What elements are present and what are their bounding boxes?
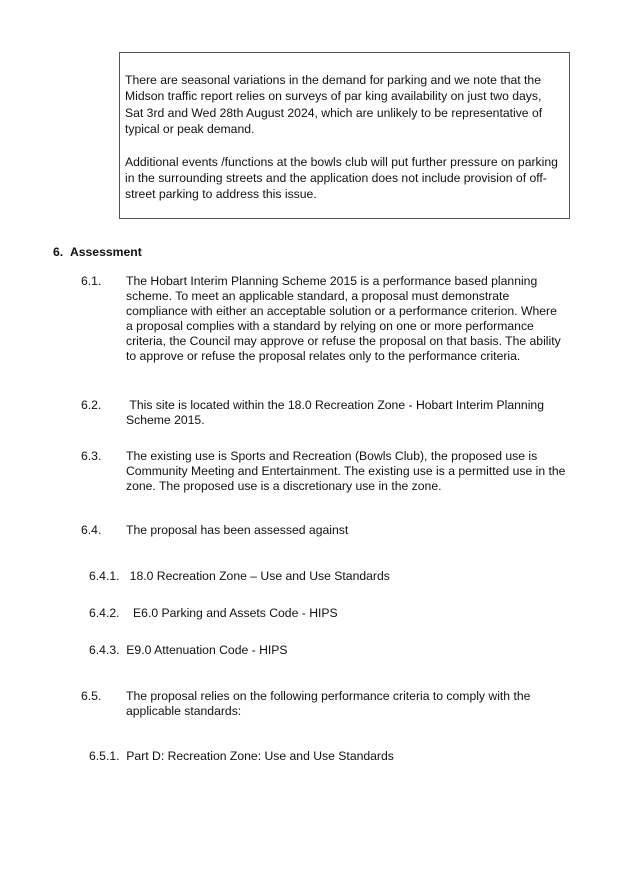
sub-item-text: E6.0 Parking and Assets Code - HIPS <box>133 606 338 620</box>
item-text: The proposal has been assessed against <box>126 523 349 537</box>
sub-item-text: 18.0 Recreation Zone – Use and Use Standards <box>129 569 390 583</box>
item-text: This site is located within the 18.0 Recreation Zone - Hobart Interim Planning Scheme 2015. <box>126 398 548 427</box>
item-number: 6.2. <box>81 398 102 412</box>
sub-item-number: 6.4.2. <box>89 606 120 620</box>
sub-item-text: E9.0 Attenuation Code - HIPS <box>126 643 288 657</box>
sub-item <box>89 643 288 658</box>
box-paragraph: There are seasonal variations in the demand for parking and we note that the Midson traffic report relies on surveys of par king availability on just two days, Sat 3rd and Wed 28th August 2024, which are unlikely to be representative of typical or peak demand. <box>125 73 543 137</box>
item-number: 6.4. <box>81 523 102 537</box>
sub-item <box>89 606 338 621</box>
section-title: Assessment <box>69 245 142 259</box>
item-number: 6.5. <box>81 689 102 703</box>
item-text: The proposal relies on the following performance criteria to comply with the applicable standards: <box>126 689 531 718</box>
item-number: 6.1. <box>81 274 102 288</box>
quoted-submission-box <box>119 52 570 219</box>
sub-item <box>89 569 390 584</box>
sub-item-number: 6.4.1. <box>89 569 120 583</box>
sub-item <box>89 749 394 764</box>
item-text: The existing use is Sports and Recreation (Bowls Club), the proposed use is Community Meeting and Entertainment. The existing use is a permitted use in the zone. The proposed use is a discretionary use in the zone. <box>126 449 566 493</box>
sub-item-number: 6.5.1. <box>89 749 120 763</box>
sub-item-text: Part D: Recreation Zone: Use and Use Standards <box>126 749 394 763</box>
box-paragraph: Additional events /functions at the bowls club will put further pressure on parking in the surrounding streets and the application does not include provision of off-street parking to address this issue. <box>125 154 558 202</box>
item-text: The Hobart Interim Planning Scheme 2015 is a performance based planning scheme. To meet an applicable standard, a proposal must demonstrate compliance with either an acceptable solution or a performance criterion. Where a proposal complies with a standard by relying on one or more performance criteria, the Council may approve or refuse the proposal on that basis. The ability to approve or refuse the proposal relates only to the performance criteria. <box>126 274 561 363</box>
sub-item-number: 6.4.3. <box>89 643 120 657</box>
section-heading <box>53 245 142 260</box>
section-number: 6. <box>53 245 64 259</box>
item-number: 6.3. <box>81 449 102 463</box>
